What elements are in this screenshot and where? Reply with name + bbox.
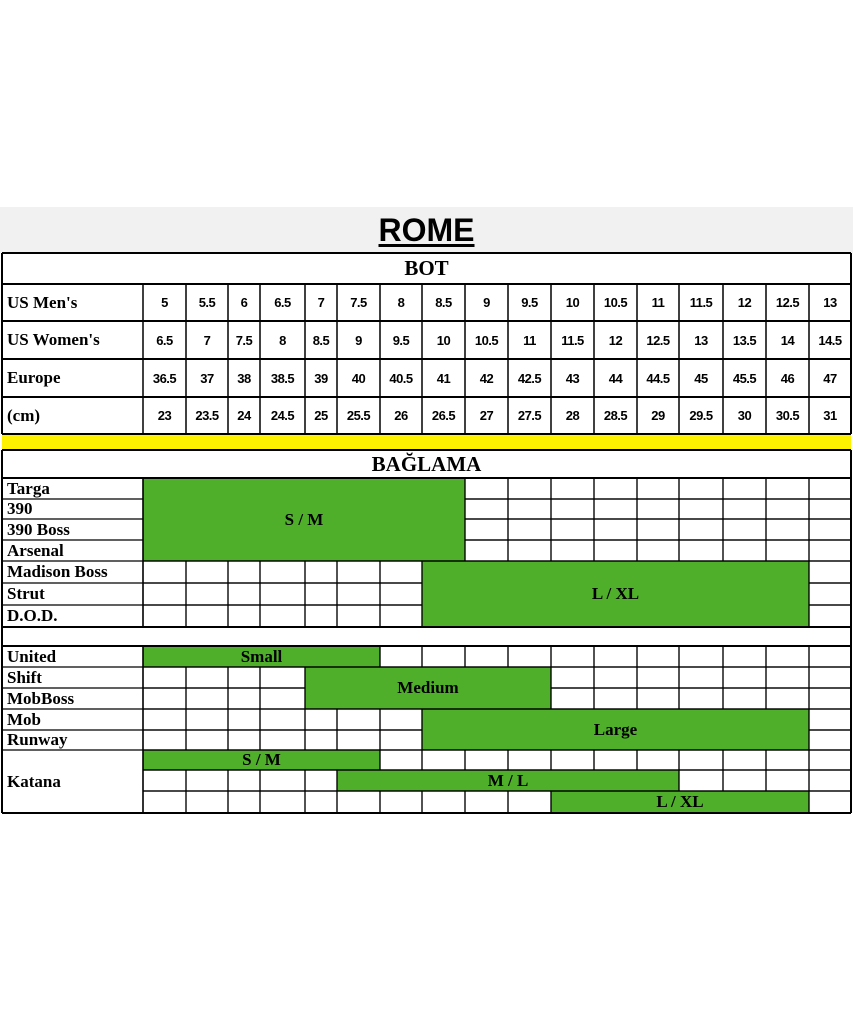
size-value: 11.5 <box>561 332 584 348</box>
size-value: 13.5 <box>732 332 757 348</box>
size-value: 10.5 <box>474 332 499 348</box>
size-value: 5 <box>161 295 168 310</box>
size-value: 44.5 <box>646 370 670 386</box>
bot-row-label: US Men's <box>7 292 78 312</box>
size-value: 28.5 <box>603 408 628 423</box>
size-value: 8 <box>397 295 405 310</box>
size-value: 14.5 <box>818 332 842 348</box>
size-value: 45 <box>694 370 708 386</box>
size-value: 30.5 <box>775 408 800 423</box>
model-label: Madison Boss <box>7 562 108 581</box>
size-value: 8 <box>279 332 286 348</box>
size-value: 7.5 <box>235 332 253 348</box>
size-value: 8.5 <box>435 295 452 310</box>
size-value: 8.5 <box>312 332 330 348</box>
size-value: 10.5 <box>603 295 628 310</box>
size-value: 47 <box>823 370 837 386</box>
size-range-label: Large <box>593 719 638 739</box>
size-value: 13 <box>823 295 837 310</box>
size-value: 42 <box>479 370 494 386</box>
size-value: 5.5 <box>198 295 216 310</box>
model-label: 390 Boss <box>7 519 70 539</box>
size-value: 38 <box>237 370 251 386</box>
model-label: 390 <box>7 499 33 518</box>
chart-title: ROME <box>378 212 475 248</box>
size-value: 40.5 <box>389 370 413 386</box>
size-value: 12.5 <box>775 295 800 310</box>
size-value: 43 <box>565 370 580 386</box>
size-value: 13 <box>694 332 708 348</box>
size-value: 9 <box>483 295 490 310</box>
model-label: United <box>7 646 57 666</box>
size-range-label: L / XL <box>656 792 704 811</box>
size-value: 6 <box>240 295 248 310</box>
size-value: 39 <box>314 370 328 386</box>
size-range-label: S / M <box>242 750 281 769</box>
size-range-label: S / M <box>284 509 324 529</box>
size-value: 26.5 <box>431 408 456 423</box>
size-value: 25.5 <box>346 408 371 423</box>
size-value: 46 <box>780 370 795 386</box>
size-value: 11.5 <box>689 295 713 310</box>
model-label: Arsenal <box>7 540 64 560</box>
size-value: 12 <box>608 332 623 348</box>
size-value: 30 <box>737 408 752 423</box>
size-value: 24 <box>237 408 251 423</box>
size-value: 25 <box>314 408 328 423</box>
size-value: 29 <box>651 408 665 423</box>
size-value: 9.5 <box>392 332 410 348</box>
size-value: 6.5 <box>274 295 291 310</box>
size-value: 29.5 <box>689 408 713 423</box>
size-value: 14 <box>780 332 795 348</box>
model-label: Shift <box>7 667 42 687</box>
size-value: 41 <box>436 370 451 386</box>
model-label: D.O.D. <box>7 606 58 625</box>
bot-row-label: US Women's <box>7 330 100 349</box>
size-value: 26 <box>394 408 408 423</box>
model-label: MobBoss <box>7 688 75 708</box>
size-value: 9.5 <box>521 295 538 310</box>
size-value: 42.5 <box>517 370 542 386</box>
size-value: 28 <box>565 408 580 423</box>
size-value: 7.5 <box>350 295 367 310</box>
size-value: 9 <box>355 332 362 348</box>
size-range-label: Medium <box>397 678 459 697</box>
size-value: 6.5 <box>156 332 173 348</box>
bot-row-label: Europe <box>7 368 61 387</box>
model-label: Mob <box>7 709 41 729</box>
size-value: 37 <box>200 370 214 386</box>
size-value: 23 <box>157 408 172 423</box>
size-value: 10 <box>436 332 451 348</box>
size-value: 31 <box>823 408 837 423</box>
model-label: Targa <box>7 478 50 498</box>
size-range-label: M / L <box>487 770 529 790</box>
model-label: Katana <box>7 771 61 791</box>
baglama-heading: BAĞLAMA <box>371 451 482 476</box>
size-value: 38.5 <box>270 370 295 386</box>
size-value: 10 <box>565 295 580 310</box>
size-value: 12 <box>737 295 752 310</box>
size-value: 12.5 <box>646 332 670 348</box>
size-value: 27 <box>479 408 494 423</box>
size-value: 11 <box>651 295 665 310</box>
model-label: Runway <box>7 730 68 749</box>
bot-row-label: (cm) <box>7 405 41 425</box>
size-value: 23.5 <box>195 408 219 423</box>
size-value: 11 <box>523 332 536 348</box>
size-value: 27.5 <box>517 408 542 423</box>
size-value: 7 <box>317 295 325 310</box>
model-label: Strut <box>7 584 45 603</box>
bot-heading: BOT <box>404 256 449 280</box>
size-value: 44 <box>608 370 623 386</box>
size-value: 36.5 <box>152 370 177 386</box>
size-value: 40 <box>351 370 366 386</box>
size-range-label: Small <box>240 646 283 666</box>
size-value: 24.5 <box>270 408 295 423</box>
size-value: 45.5 <box>732 370 757 386</box>
size-range-label: L / XL <box>591 584 640 603</box>
size-value: 7 <box>203 332 211 348</box>
